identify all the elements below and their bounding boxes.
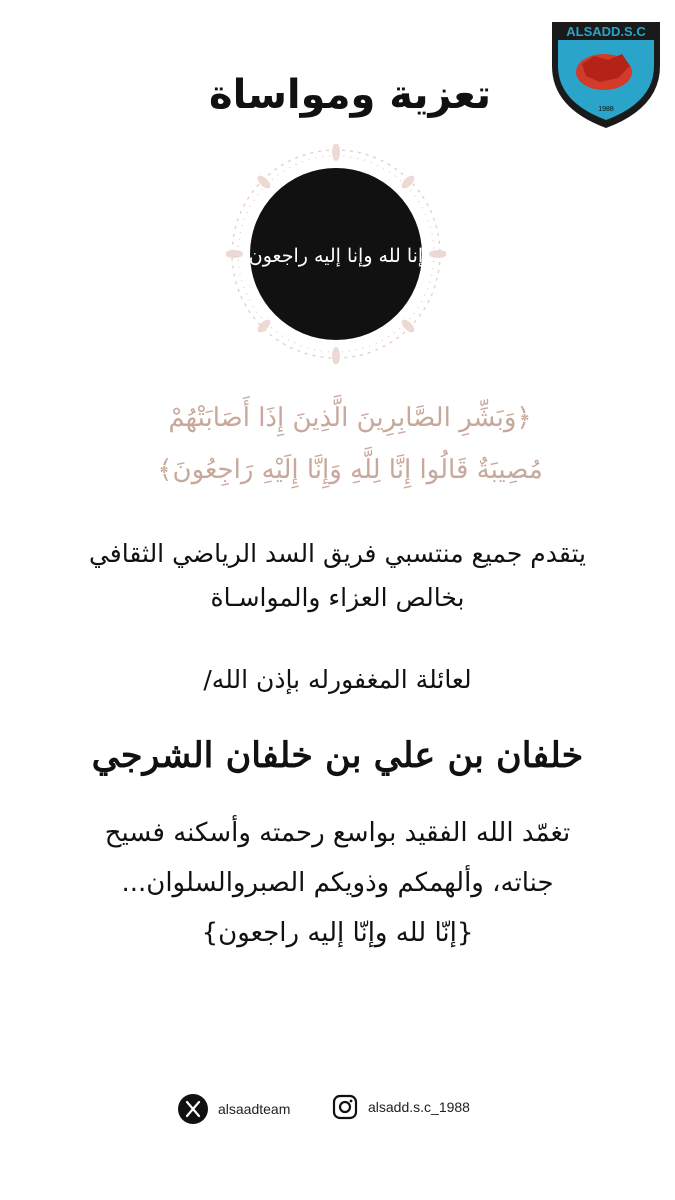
verse-line-2: مُصِيبَةٌ قَالُوا إِنَّا لِلَّهِ وَإِنَّا إِلَيْهِ رَاجِعُونَ﴾ xyxy=(157,455,543,485)
social-footer xyxy=(0,1094,675,1128)
logo-year: 1988 xyxy=(598,106,614,113)
club-logo xyxy=(548,12,664,130)
emblem-calligraphy: إنا لله وإنا إليه راجعون xyxy=(248,245,424,267)
deceased-name: خلفان بن علي بن خلفان الشرجي xyxy=(91,735,584,776)
prayer-line-3: {إنّا لله وإنّا إليه راجعون} xyxy=(201,918,474,948)
intro-line-1: يتقدم جميع منتسبي فريق السد الرياضي الثقافي xyxy=(88,539,587,568)
family-line: لعائلة المغفورله بإذن الله/ xyxy=(203,665,472,694)
instagram-icon xyxy=(332,1094,358,1120)
condolence-intro xyxy=(20,532,655,620)
x-account[interactable] xyxy=(178,1094,290,1124)
page-title: تعزية ومواساة xyxy=(208,72,492,118)
intro-line-2: بخالص العزاء والمواسـاة xyxy=(210,583,465,612)
x-handle: alsaadteam xyxy=(218,1101,291,1117)
quran-verse xyxy=(140,392,560,496)
instagram-handle: alsadd.s.c_1988 xyxy=(368,1099,470,1115)
logo-text: ALSADD.S.C xyxy=(566,24,646,39)
prayer-line-1: تغمّد الله الفقيد بواسع رحمته وأسكنه فسيح xyxy=(104,818,571,848)
instagram-account[interactable] xyxy=(332,1094,470,1120)
verse-line-1: ﴿وَبَشِّرِ الصَّابِرِينَ الَّذِينَ إِذَا أَصَابَتْهُمْ xyxy=(168,403,532,433)
prayer-text xyxy=(20,808,655,958)
prayer-line-2: جناته، وألهمكم وذويكم الصبروالسلوان... xyxy=(121,868,554,898)
x-icon xyxy=(178,1094,208,1124)
calligraphy-emblem xyxy=(226,144,446,364)
